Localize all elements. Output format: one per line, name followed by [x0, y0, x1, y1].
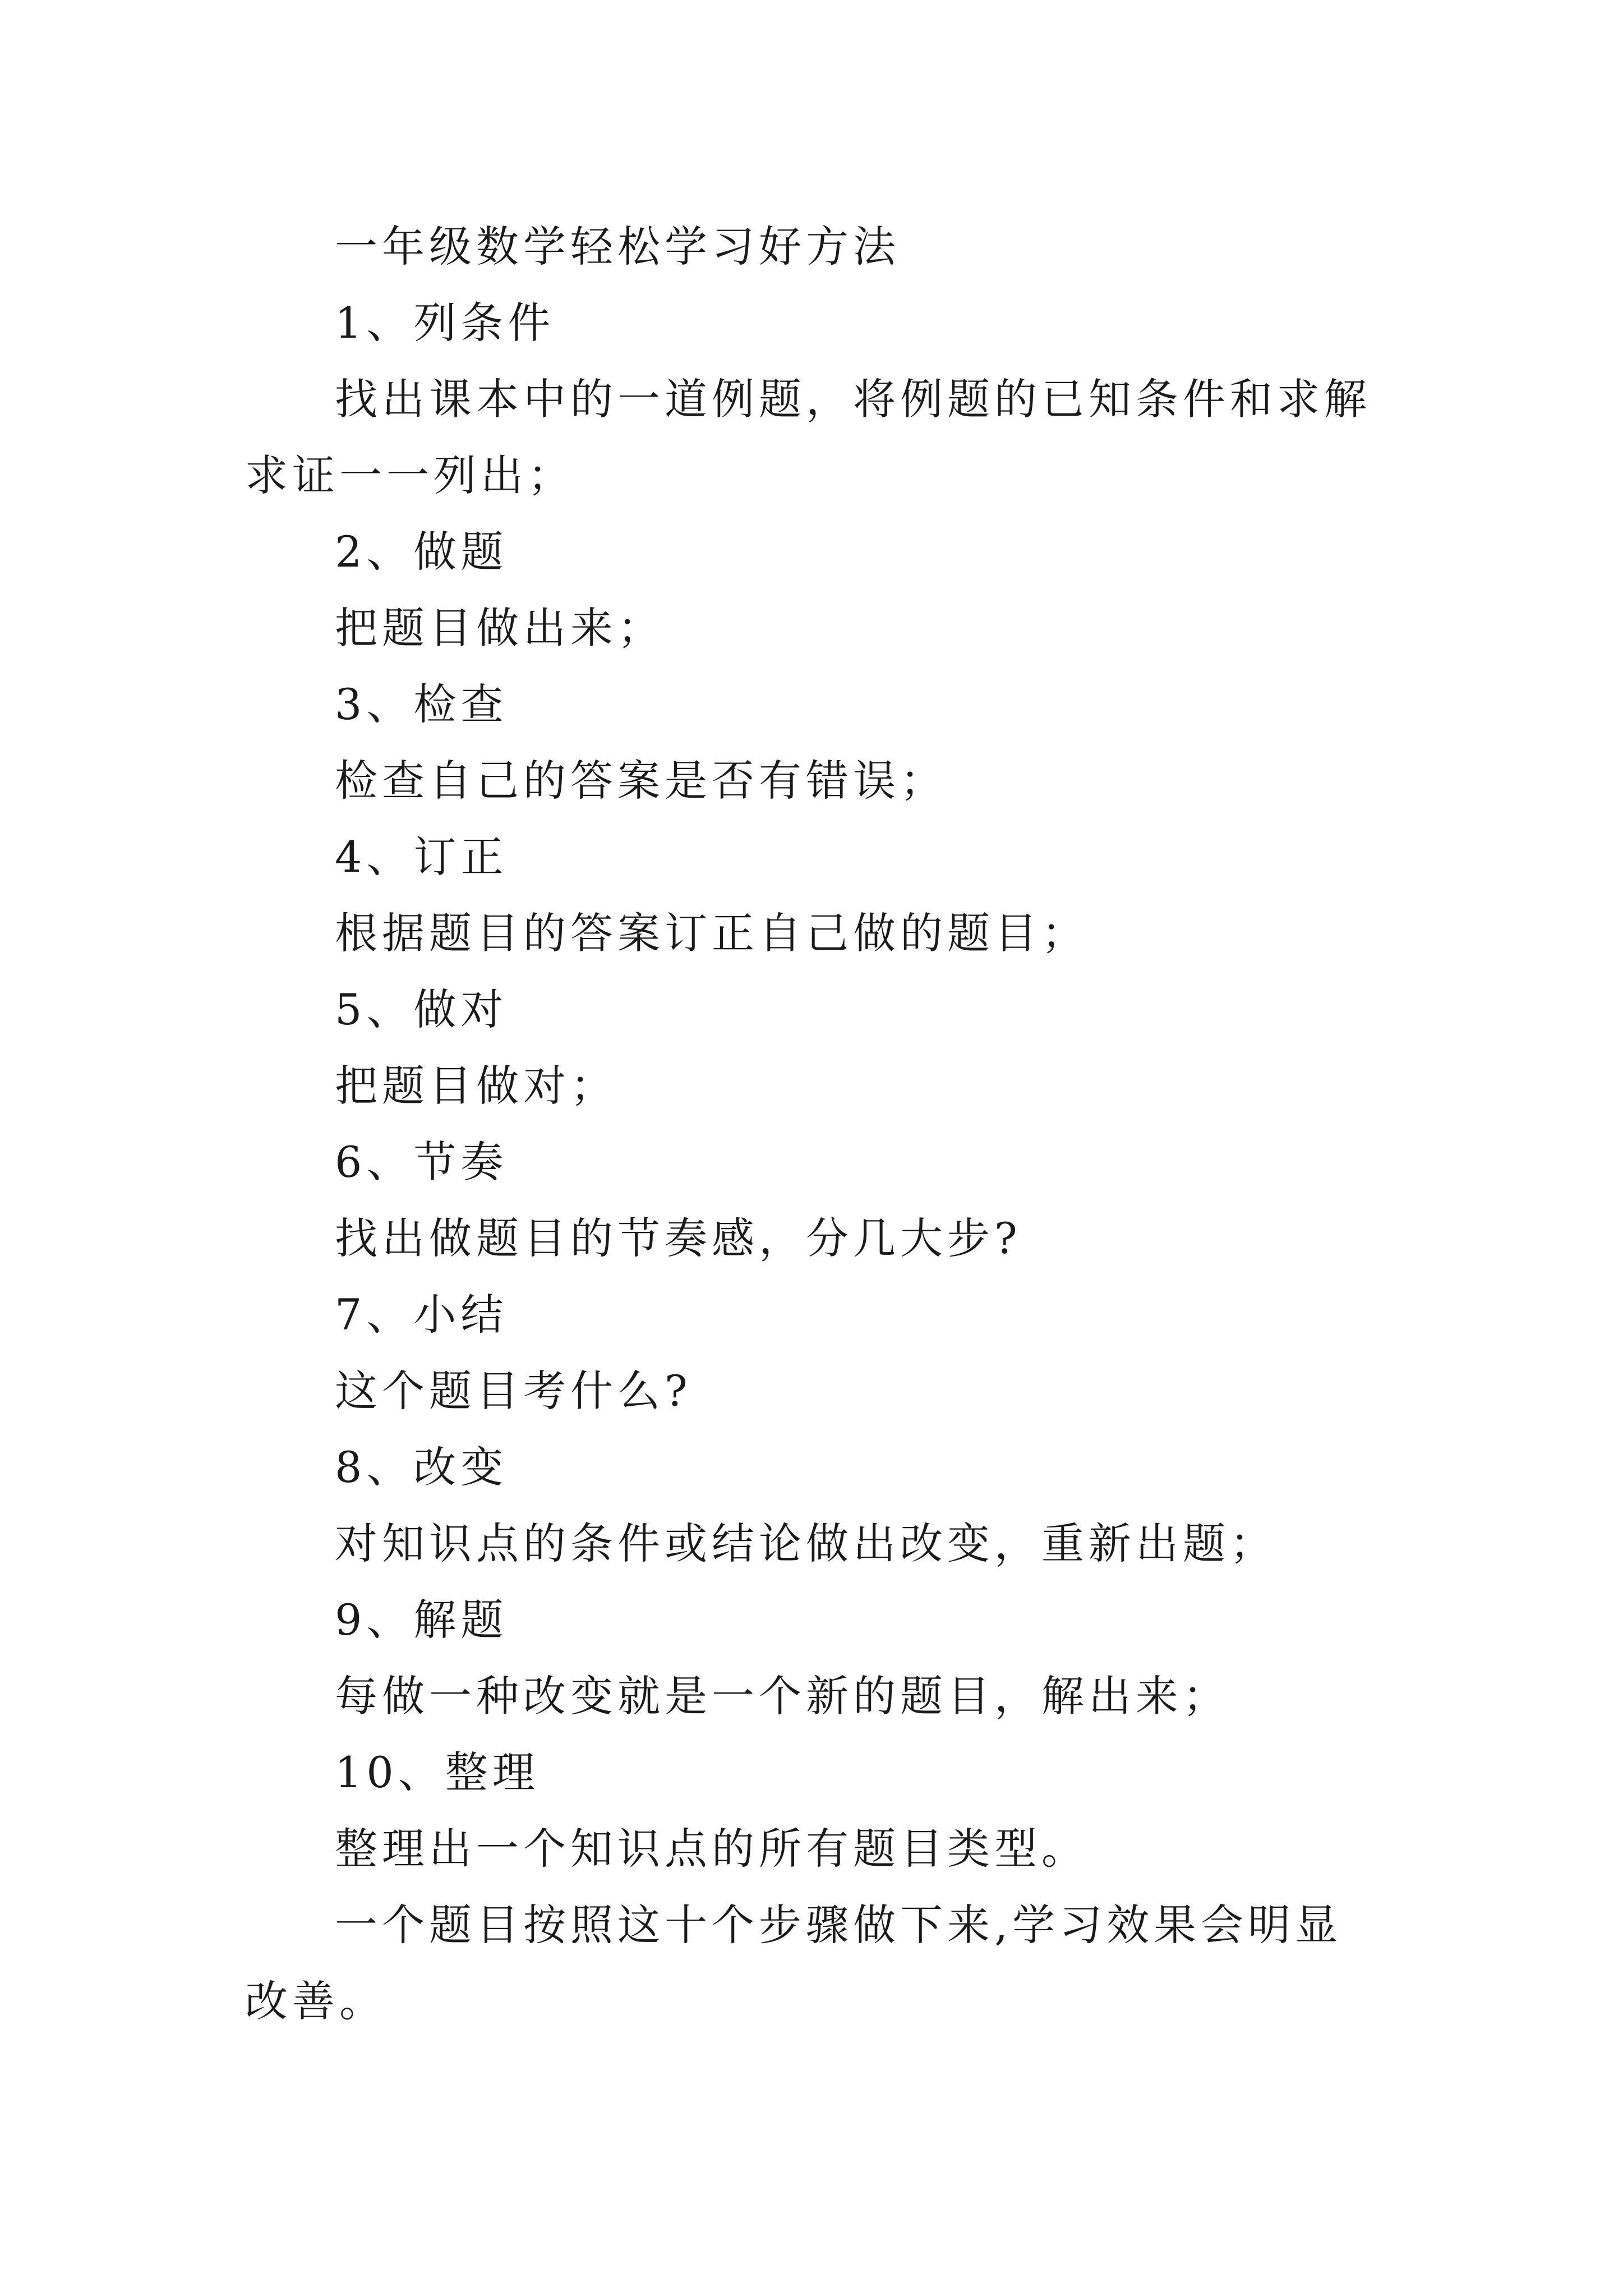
step-heading: 6、节奏: [335, 1137, 508, 1187]
step-heading: 7、小结: [335, 1290, 508, 1340]
step-text: 每做一种改变就是一个新的题目，解出来；: [335, 1671, 1230, 1721]
document-body: [245, 209, 1389, 2040]
step-text: 检查自己的答案是否有错误；: [335, 756, 947, 806]
step-text: 整理出一个知识点的所有题目类型。: [335, 1824, 1089, 1874]
step-heading: 8、改变: [335, 1442, 508, 1492]
step-heading: 3、检查: [335, 679, 508, 729]
step-heading: 10、整理: [335, 1747, 540, 1797]
step-text: 根据题目的答案订正自己做的题目；: [335, 908, 1089, 958]
step-text: 把题目做出来；: [335, 603, 665, 653]
step-text: 把题目做对；: [335, 1061, 617, 1111]
step-heading: 9、解题: [335, 1595, 508, 1645]
document-title: 一年级数学轻松学习好方法: [335, 222, 900, 272]
step-heading: 4、订正: [335, 832, 508, 882]
step-heading: 2、做题: [335, 527, 508, 577]
closing-paragraph: 一个题目按照这十个步骤做下来,学习效果会明显改善。: [245, 1900, 1343, 2026]
step-text: 这个题目考什么?: [335, 1366, 692, 1416]
step-heading: 1、列条件: [335, 298, 555, 348]
step-text: 找出做题目的节奏感，分几大步?: [335, 1213, 1022, 1263]
step-heading: 5、做对: [335, 984, 508, 1034]
step-text: 对知识点的条件或结论做出改变，重新出题；: [335, 1519, 1277, 1568]
step-text: 找出课本中的一道例题，将例题的已知条件和求解求证一一列出；: [245, 374, 1371, 500]
